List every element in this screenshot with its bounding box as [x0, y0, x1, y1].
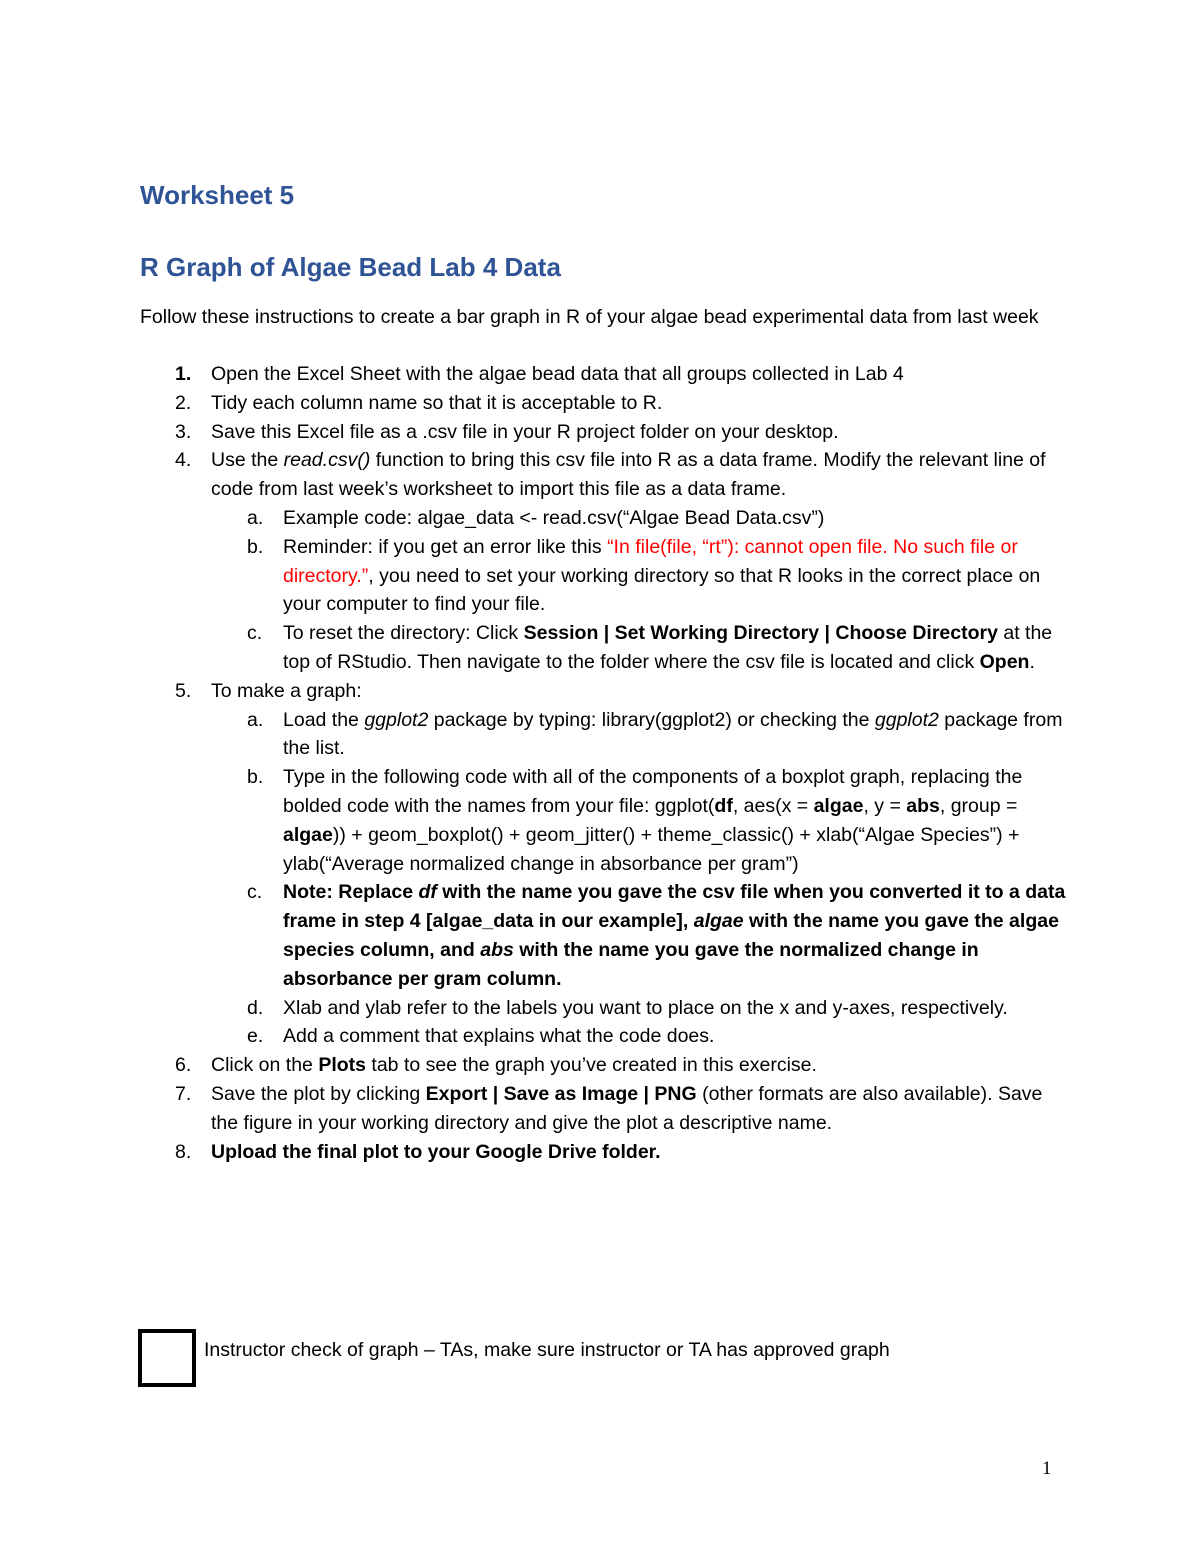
- step-2: [0, 389, 1066, 418]
- substep-text: , you need to set your working directory so that R looks in the correct place on your computer to find your file.: [283, 564, 1041, 616]
- step-3: [0, 418, 1066, 447]
- function-name: read.csv(): [283, 449, 371, 472]
- instructor-check-label: Instructor check of graph – TAs, make sure instructor or TA has approved graph: [204, 1339, 890, 1361]
- code-bold: algae: [813, 794, 864, 817]
- open-label: Open: [979, 650, 1030, 673]
- substep-text: , aes(x =: [732, 794, 814, 817]
- step-text: (other formats are also available). Save the figure in your working directory and give the plot a descriptive name.: [211, 1082, 1043, 1134]
- step-6: [0, 1051, 1066, 1080]
- note-emphasis: algae: [693, 910, 744, 933]
- package-name: ggplot2: [874, 708, 939, 731]
- package-name: ggplot2: [364, 708, 429, 731]
- note-text: with the name you gave the algae species column, and: [283, 910, 1059, 961]
- error-message: “In file(file, “rt”): cannot open file. No such file or directory.”: [283, 535, 1018, 587]
- substep-text: Load the: [283, 708, 365, 731]
- step-5c: [0, 878, 1073, 993]
- step-5b: [0, 763, 1073, 878]
- step-5d: [0, 994, 1073, 1023]
- substep-text: .: [1029, 650, 1035, 673]
- step-text: Open the Excel Sheet with the algae bead data that all groups collected in Lab 4: [211, 363, 904, 385]
- intro-paragraph: Follow these instructions to create a bar graph in R of your algae bead experimental data from last week: [140, 306, 1039, 328]
- substep-letter: a.: [247, 708, 264, 731]
- substep-text: package by typing: library(ggplot2) or checking the: [428, 708, 875, 731]
- step-text: Tidy each column name so that it is acceptable to R.: [211, 391, 663, 414]
- code-bold: df: [714, 794, 733, 817]
- step-number: 8.: [175, 1140, 192, 1163]
- page-subtitle: R Graph of Algae Bead Lab 4 Data: [140, 252, 561, 282]
- note-emphasis: df: [418, 881, 437, 904]
- step-number: 7.: [175, 1082, 192, 1105]
- substep-letter: c.: [247, 881, 263, 904]
- note-text: with the name you gave the csv file when you converted it to a data frame in step 4 [algae_data in our example],: [283, 881, 1066, 933]
- step-5e: [0, 1022, 1073, 1051]
- substep-text: Type in the following code with all of the components of a boxplot graph, replacing the bolded code with the names from your file: ggplot(: [283, 766, 1023, 817]
- step-text: Save this Excel file as a .csv file in your R project folder on your desktop.: [211, 420, 839, 443]
- step-text: function to bring this csv file into R as a data frame. Modify the relevant line of code from last week’s worksheet to import this file as a data frame.: [211, 449, 1046, 501]
- step-text: tab to see the graph you’ve created in this exercise.: [366, 1054, 817, 1077]
- tab-name: Plots: [318, 1054, 366, 1077]
- step-4c: [0, 619, 1073, 677]
- substep-letter: c.: [247, 622, 263, 645]
- substep-text: Reminder: if you get an error like this: [283, 535, 608, 558]
- step-5a: [0, 706, 1073, 764]
- step-number: 6.: [175, 1054, 192, 1077]
- substep-text: , y =: [863, 794, 907, 817]
- substep-text: package from the list.: [283, 708, 1063, 760]
- step-4a: [0, 504, 1073, 533]
- substep-letter: d.: [247, 996, 264, 1019]
- step-number: 5.: [175, 679, 192, 702]
- step-text: Save the plot by clicking: [211, 1082, 426, 1105]
- code-bold: algae: [283, 823, 333, 846]
- step-7: [0, 1080, 1066, 1138]
- substep-letter: e.: [247, 1025, 264, 1048]
- note-text: with the name you gave the normalized change in absorbance per gram column.: [283, 938, 979, 990]
- step-text: Use the: [211, 449, 284, 472]
- note-text: Note: Replace: [283, 881, 419, 904]
- substep-text: Example code: algae_data <- read.csv(“Algae Bead Data.csv”): [283, 506, 825, 529]
- step-1: [0, 360, 1066, 389]
- step-4: [0, 446, 1066, 504]
- instructor-checkbox[interactable]: [138, 1329, 196, 1387]
- substep-letter: b.: [247, 766, 264, 789]
- substep-letter: a.: [247, 506, 264, 529]
- note-emphasis: abs: [480, 938, 514, 961]
- step-text: Click on the: [211, 1054, 319, 1077]
- step-text: To make a graph:: [211, 679, 362, 702]
- menu-path: Export | Save as Image | PNG: [425, 1082, 697, 1105]
- substep-text: at the top of RStudio. Then navigate to the folder where the csv file is located and click: [283, 622, 1053, 673]
- step-number: 3.: [175, 420, 192, 443]
- substep-text: Add a comment that explains what the code does.: [283, 1025, 715, 1048]
- page-number: 1: [1042, 1458, 1052, 1479]
- page-title: Worksheet 5: [140, 180, 295, 210]
- substep-text: Xlab and ylab refer to the labels you want to place on the x and y-axes, respectively.: [283, 996, 1008, 1019]
- instruction-list: [0, 360, 1200, 1166]
- substep-text: )) + geom_boxplot() + geom_jitter() + theme_classic() + xlab(“Algae Species”) + ylab(“Average normalized change in absorbance per gram”): [283, 823, 1020, 875]
- step-number: 4.: [175, 449, 192, 472]
- substep-letter: b.: [247, 535, 264, 558]
- substep-text: , group =: [939, 794, 1018, 817]
- step-number: 1.: [175, 363, 192, 385]
- code-bold: abs: [906, 794, 940, 817]
- substep-text: To reset the directory: Click: [283, 622, 524, 645]
- step-number: 2.: [175, 391, 192, 414]
- step-5: [0, 677, 1066, 706]
- step-8: [0, 1138, 1066, 1167]
- step-4b: [0, 533, 1073, 619]
- menu-path: Session | Set Working Directory | Choose Directory: [523, 622, 998, 645]
- step-text: Upload the final plot to your Google Drive folder.: [211, 1140, 661, 1163]
